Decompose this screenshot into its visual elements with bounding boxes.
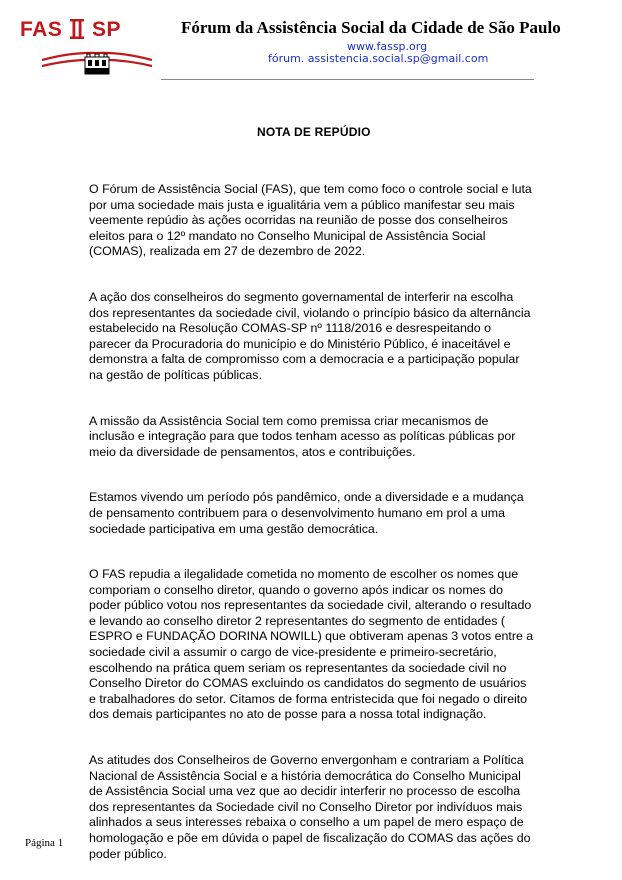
paragraph-gap	[89, 384, 559, 414]
paragraph-3	[89, 414, 559, 461]
paragraph-1	[89, 182, 559, 260]
text-line: Conselho Diretor do COMAS excluindo os candidatos do segmento de usuários	[89, 676, 527, 691]
text-line: inclusão e integração para que todos tenham acesso as políticas públicas por	[89, 429, 516, 444]
text-line: de pensamento contribuem para o desenvolvimento humano em prol a uma	[89, 505, 506, 520]
pillar-icon	[70, 19, 84, 39]
logo-sp-text: SP	[92, 18, 122, 41]
text-line: escolhendo na prática quem seriam os representantes da sociedade civil no	[89, 660, 507, 675]
text-line: sociedade civil a assumir o cargo de vice-presidente e primeiro-secretário,	[89, 645, 497, 660]
text-line: alinhados a seus interesses rebaixa o conselho a um papel de mero espaço de	[89, 815, 524, 830]
text-line: A ação dos conselheiros do segmento governamental de interferir na escolha	[89, 289, 514, 304]
text-line: de Assistência Social uma vez que ao decidir interferir no processo de escolha	[89, 784, 521, 799]
website-link[interactable]: www.fassp.org	[347, 40, 428, 53]
email-link[interactable]: fórum. assistencia.social.sp@gmail.com	[268, 52, 489, 65]
paragraph-gap	[89, 460, 559, 490]
text-line: meio da diversidade de pensamentos, atos e contribuições.	[89, 444, 416, 459]
document-title: NOTA DE REPÚDIO	[257, 125, 371, 139]
text-line: poder público votou nos representantes da sociedade civil, alterando o resultado	[89, 598, 532, 613]
text-line: ESPRO e FUNDAÇÃO DORINA NOWILL) que obtiveram apenas 3 votos entre a	[89, 629, 534, 644]
paragraph-gap	[89, 260, 559, 290]
page-number: Página 1	[25, 837, 64, 849]
text-line: dos representantes da Sociedade civil no Conselho Diretor por indivíduos mais	[89, 799, 523, 814]
text-line: veemente repúdio às ações ocorridas na reunião de posse dos conselheiros	[89, 213, 508, 228]
text-line: homologação e põe em dúvida o papel de fiscalização do COMAS das ações do	[89, 831, 531, 845]
text-line: por uma sociedade mais justa e igualitária vem a público manifestar seu mais	[89, 197, 515, 212]
organization-title: Fórum da Assistência Social da Cidade de São Paulo	[181, 18, 561, 37]
text-line: poder público.	[89, 846, 167, 861]
header-divider	[161, 79, 534, 80]
text-line: na gestão de políticas públicas.	[89, 367, 262, 382]
text-line: demonstra a falta de compromisso com a democracia e a participação popular	[89, 352, 520, 367]
text-line: O Fórum de Assistência Social (FAS), que tem como foco o controle social e luta	[89, 182, 532, 196]
text-line: parecer da Procuradoria do município e do Ministério Público, é inaceitável e	[89, 336, 511, 351]
text-line: Nacional de Assistência Social e a história democrática do Conselho Municipal	[89, 768, 521, 783]
paragraph-5	[89, 567, 559, 723]
logo-fas-text: FAS	[20, 18, 63, 41]
paragraph-gap	[89, 537, 559, 567]
text-line: sociedade participativa em uma gestão democrática.	[89, 521, 379, 536]
paragraph-6	[89, 753, 559, 862]
text-line: eleitos para o 12º mandato no Conselho Municipal de Assistência Social	[89, 228, 486, 243]
text-line: A missão da Assistência Social tem como premissa criar mecanismos de	[89, 413, 489, 428]
text-line: e trabalhadores do setor. Citamos de forma entristecida que foi negado o direito	[89, 691, 528, 706]
text-line: comporiam o conselho diretor, quando o governo após indicar os nomes do	[89, 582, 503, 597]
text-line: dos demais participantes no ato de posse para a nossa total indignação.	[89, 707, 487, 722]
paragraph-4	[89, 490, 559, 537]
text-line: e levando ao conselho diretor 2 representantes do segmento de entidades (	[89, 613, 506, 628]
text-line: estabelecido na Resolução COMAS-SP nº 1118/2016 e desrespeitando o	[89, 321, 491, 336]
text-line: As atitudes dos Conselheiros de Governo envergonham e contrariam a Política	[89, 753, 524, 768]
document-body	[89, 182, 559, 862]
text-line: Estamos vivendo um período pós pandêmico, onde a diversidade e a mudança	[89, 490, 524, 505]
paragraph-2	[89, 290, 559, 384]
text-line: O FAS repudia a ilegalidade cometida no momento de escolher os nomes que	[89, 567, 519, 582]
paragraph-gap	[89, 723, 559, 753]
text-line: dos representantes da sociedade civil, violando o princípio básico da alternância	[89, 305, 531, 320]
text-line: (COMAS), realizada em 27 de dezembro de 2022.	[89, 244, 366, 259]
